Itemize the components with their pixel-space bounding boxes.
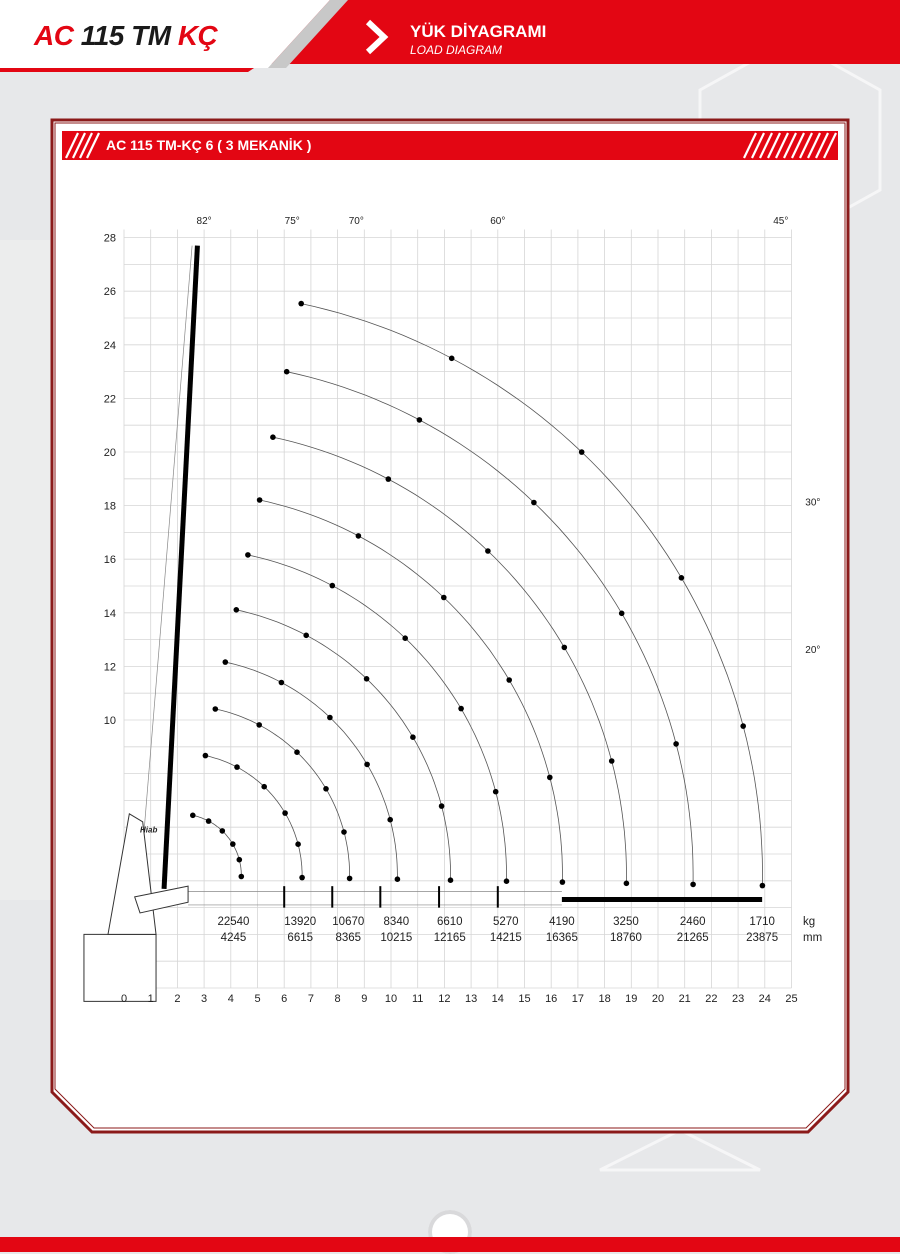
load-point [439, 803, 445, 809]
load-point [206, 818, 212, 824]
load-point [213, 706, 219, 712]
footer-bar [0, 1237, 900, 1252]
load-point [239, 874, 245, 880]
stage-radius: 18760 [609, 932, 642, 944]
load-point [760, 883, 766, 889]
load-point [624, 881, 630, 887]
x-tick-label: 23 [731, 993, 745, 1005]
stage-capacity: 4190 [549, 916, 575, 928]
x-tick-label: 20 [651, 993, 665, 1005]
x-tick-label: 14 [491, 993, 504, 1005]
x-tick-label: 11 [411, 993, 424, 1005]
x-tick-label: 16 [545, 993, 558, 1005]
load-point [323, 786, 329, 792]
load-point [673, 741, 679, 747]
load-point [485, 548, 491, 554]
load-point [364, 762, 370, 768]
load-point [220, 828, 226, 834]
stage-capacity: 10670 [332, 916, 365, 928]
load-point [230, 841, 236, 847]
load-point [294, 749, 300, 755]
stage-radius: 16365 [545, 932, 578, 944]
load-point [506, 677, 512, 683]
y-tick-label: 12 [103, 661, 116, 674]
section-subtitle: LOAD DIAGRAM [410, 43, 503, 57]
stage-capacity: 2460 [679, 916, 706, 928]
reach-arc [260, 500, 563, 882]
chart-grid [124, 230, 792, 988]
load-point [295, 841, 301, 847]
load-point [270, 434, 276, 440]
x-tick-label: 5 [254, 993, 261, 1005]
y-tick-label: 20 [103, 447, 116, 459]
x-tick-label: 3 [201, 993, 208, 1005]
load-point [609, 758, 615, 764]
load-point [245, 552, 251, 558]
reach-arc [225, 662, 397, 879]
stage-capacity: 1710 [749, 916, 775, 928]
y-tick-label: 28 [103, 232, 116, 245]
load-point [560, 879, 566, 885]
reach-arc [248, 555, 507, 881]
reach-arc [236, 610, 450, 880]
x-tick-label: 24 [758, 993, 771, 1005]
x-tick-label: 15 [518, 993, 531, 1005]
load-point [257, 497, 263, 503]
load-point [330, 583, 336, 589]
radius-unit: mm [803, 932, 823, 944]
angle-label: 20° [805, 645, 821, 656]
load-point [279, 680, 285, 686]
stage-radius: 6615 [287, 932, 314, 944]
load-point [203, 753, 209, 759]
reach-arc [301, 304, 762, 886]
load-point [256, 722, 262, 728]
y-tick-labels [104, 233, 116, 727]
angle-labels [197, 216, 821, 656]
load-point [237, 857, 243, 863]
load-point [417, 417, 423, 423]
load-point [458, 706, 464, 712]
y-tick-label: 10 [103, 715, 116, 727]
x-tick-label: 0 [120, 993, 128, 1005]
x-tick-label: 2 [174, 993, 181, 1005]
stage-radius: 21265 [676, 932, 709, 944]
stage-capacity: 3250 [613, 916, 639, 928]
x-tick-label: 4 [227, 993, 234, 1005]
load-point [234, 764, 240, 770]
angle-label: 30° [805, 497, 821, 509]
load-point [562, 645, 568, 651]
x-tick-label: 17 [571, 993, 585, 1005]
x-tick-label: 13 [464, 993, 478, 1005]
load-point [547, 775, 553, 781]
angle-label: 82° [196, 216, 212, 228]
stage-radius: 23875 [746, 932, 779, 944]
load-point [441, 595, 447, 601]
y-tick-label: 18 [103, 500, 116, 513]
crane-logo: Hiab [140, 825, 158, 835]
load-point [223, 659, 229, 665]
load-point [284, 369, 290, 375]
logo-ac: AC [34, 20, 74, 51]
load-point [261, 784, 267, 790]
load-point [387, 817, 393, 823]
panel-title: AC 115 TM-KÇ 6 ( 3 MEKANİK ) [106, 137, 312, 153]
x-tick-label: 1 [147, 993, 154, 1005]
load-point [341, 829, 347, 835]
x-tick-label: 22 [705, 993, 718, 1005]
stage-radius: 12165 [433, 932, 466, 944]
y-tick-label: 26 [103, 286, 116, 299]
load-point [303, 633, 309, 639]
load-point [619, 611, 625, 617]
x-tick-label: 7 [307, 993, 314, 1005]
angle-label: 45° [773, 216, 789, 228]
x-tick-label: 6 [281, 993, 288, 1005]
load-point [531, 500, 537, 506]
load-point [493, 789, 499, 795]
load-point [740, 723, 746, 729]
angle-label: 75° [284, 216, 300, 228]
stage-capacity: 8340 [383, 916, 410, 928]
logo-model: 115 TM [80, 20, 171, 51]
x-tick-label: 19 [625, 993, 638, 1005]
stage-capacity: 13920 [284, 916, 317, 928]
capacity-unit: kg [803, 916, 816, 928]
crane-base [84, 934, 156, 1001]
reach-arc [215, 709, 349, 878]
angle-label: 60° [490, 216, 506, 228]
x-tick-label: 9 [361, 993, 368, 1005]
x-tick-label: 12 [438, 993, 451, 1005]
section-title: YÜK DİYAGRAMI [410, 22, 547, 41]
x-tick-label: 21 [678, 993, 691, 1005]
load-point [327, 715, 333, 721]
load-point [402, 635, 408, 641]
stage-capacity: 22540 [217, 916, 250, 928]
stage-labels [217, 916, 822, 944]
boom-guide [137, 246, 192, 913]
x-tick-label: 18 [598, 993, 611, 1005]
x-tick-label: 25 [785, 993, 798, 1005]
load-point [190, 813, 196, 819]
stage-capacity: 5270 [493, 916, 519, 928]
load-point [690, 882, 696, 888]
load-point [448, 877, 454, 883]
load-point [579, 449, 585, 455]
y-tick-label: 24 [103, 339, 116, 352]
load-point [282, 810, 288, 816]
y-tick-label: 14 [103, 607, 116, 620]
load-point [356, 533, 362, 539]
load-point [234, 607, 240, 613]
x-tick-labels [121, 993, 798, 1005]
load-point [449, 356, 455, 362]
load-point [410, 734, 416, 740]
y-tick-label: 16 [103, 554, 116, 567]
reach-arc [273, 437, 627, 883]
load-point [298, 301, 304, 307]
load-point [395, 876, 401, 882]
load-point [347, 876, 353, 882]
load-point [299, 875, 305, 881]
load-point [364, 676, 370, 682]
x-tick-label: 8 [334, 993, 341, 1005]
load-point [504, 878, 510, 884]
reach-arc [287, 372, 693, 885]
stage-radius: 8365 [335, 932, 362, 944]
stage-radius: 10215 [380, 932, 413, 944]
y-tick-label: 22 [103, 393, 116, 406]
stage-capacity: 6610 [436, 916, 463, 928]
load-point [679, 575, 685, 581]
logo-kc: KÇ [177, 20, 218, 51]
stage-radius: 14215 [489, 932, 522, 944]
stage-radius: 4245 [220, 932, 247, 944]
x-tick-label: 10 [384, 993, 398, 1005]
load-point [386, 476, 392, 482]
angle-label: 70° [348, 216, 364, 228]
vertical-boom [164, 246, 197, 889]
